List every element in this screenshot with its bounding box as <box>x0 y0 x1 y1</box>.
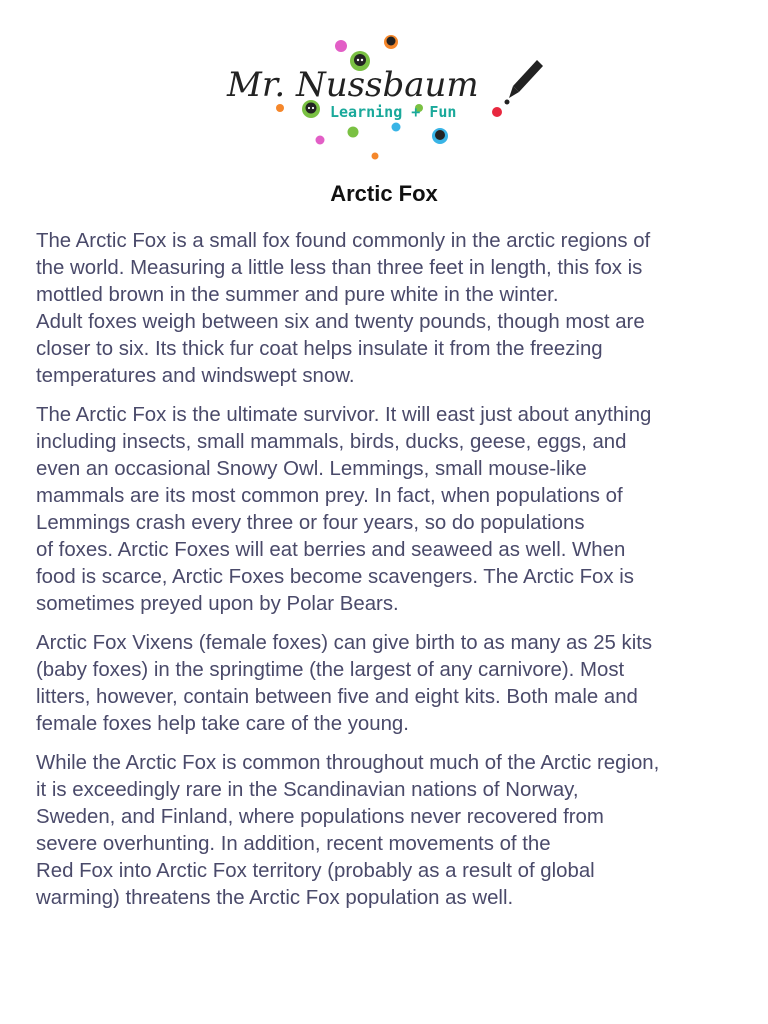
logo-dot-orange-small <box>372 153 379 160</box>
mr-nussbaum-logo <box>215 28 555 168</box>
logo-dot-orange <box>276 104 284 112</box>
logo-dot-pink <box>335 40 347 52</box>
logo-script-name: Mr. Nussbaum <box>227 65 479 105</box>
article-body <box>36 228 736 924</box>
paragraph-range: While the Arctic Fox is common throughout much of the Arctic region, it is exceedingly rare in the Scandinavian nations of Norway, Sweden, and Finland, where populations never recovered from severe overhunting. In addition, recent movements of the Red Fox into Arctic Fox territory (probably as a result of global warming) threatens the Arctic Fox population as well. <box>36 752 660 909</box>
logo-tagline: Learning + Fun <box>330 103 457 121</box>
kid-face-icon-orange <box>384 35 398 49</box>
paragraph-diet: The Arctic Fox is the ultimate survivor. It will east just about anything including insects, small mammals, birds, ducks, geese, eggs, and even an occasional Snowy Owl. Lemmings, small mouse-like mammals are its most common prey. In fact, when populations of Lemmings crash every three or four years, so do populations of foxes. Arctic Foxes will eat berries and seaweed as well. When food is scarce, Arctic Foxes become scavengers. The Arctic Fox is sometimes preyed upon by Polar Bears. <box>36 404 652 615</box>
kid-face-icon-blue <box>432 128 448 144</box>
logo-dot-blue <box>392 123 401 132</box>
paragraph-reproduction: Arctic Fox Vixens (female foxes) can give birth to as many as 25 kits (baby foxes) in the springtime (the largest of any carnivore). Most litters, however, contain between five and eight kits. Both male and female foxes help take care of the young. <box>36 632 653 735</box>
pencil-icon <box>505 60 544 105</box>
logo-dot-pink-small <box>316 136 325 145</box>
logo-graphic <box>215 28 555 168</box>
logo-dot-red <box>492 107 502 117</box>
logo-dot-green <box>348 127 359 138</box>
paragraph-intro: The Arctic Fox is a small fox found commonly in the arctic regions of the world. Measuring a little less than three feet in length, this fox is mottled brown in the summer and pure white in the winter. Adult foxes weigh between six and twenty pounds, though most are closer to six. Its thick fur coat helps insulate it from the freezing temperatures and windswept snow. <box>36 230 651 387</box>
page-title: Arctic Fox <box>330 181 438 206</box>
